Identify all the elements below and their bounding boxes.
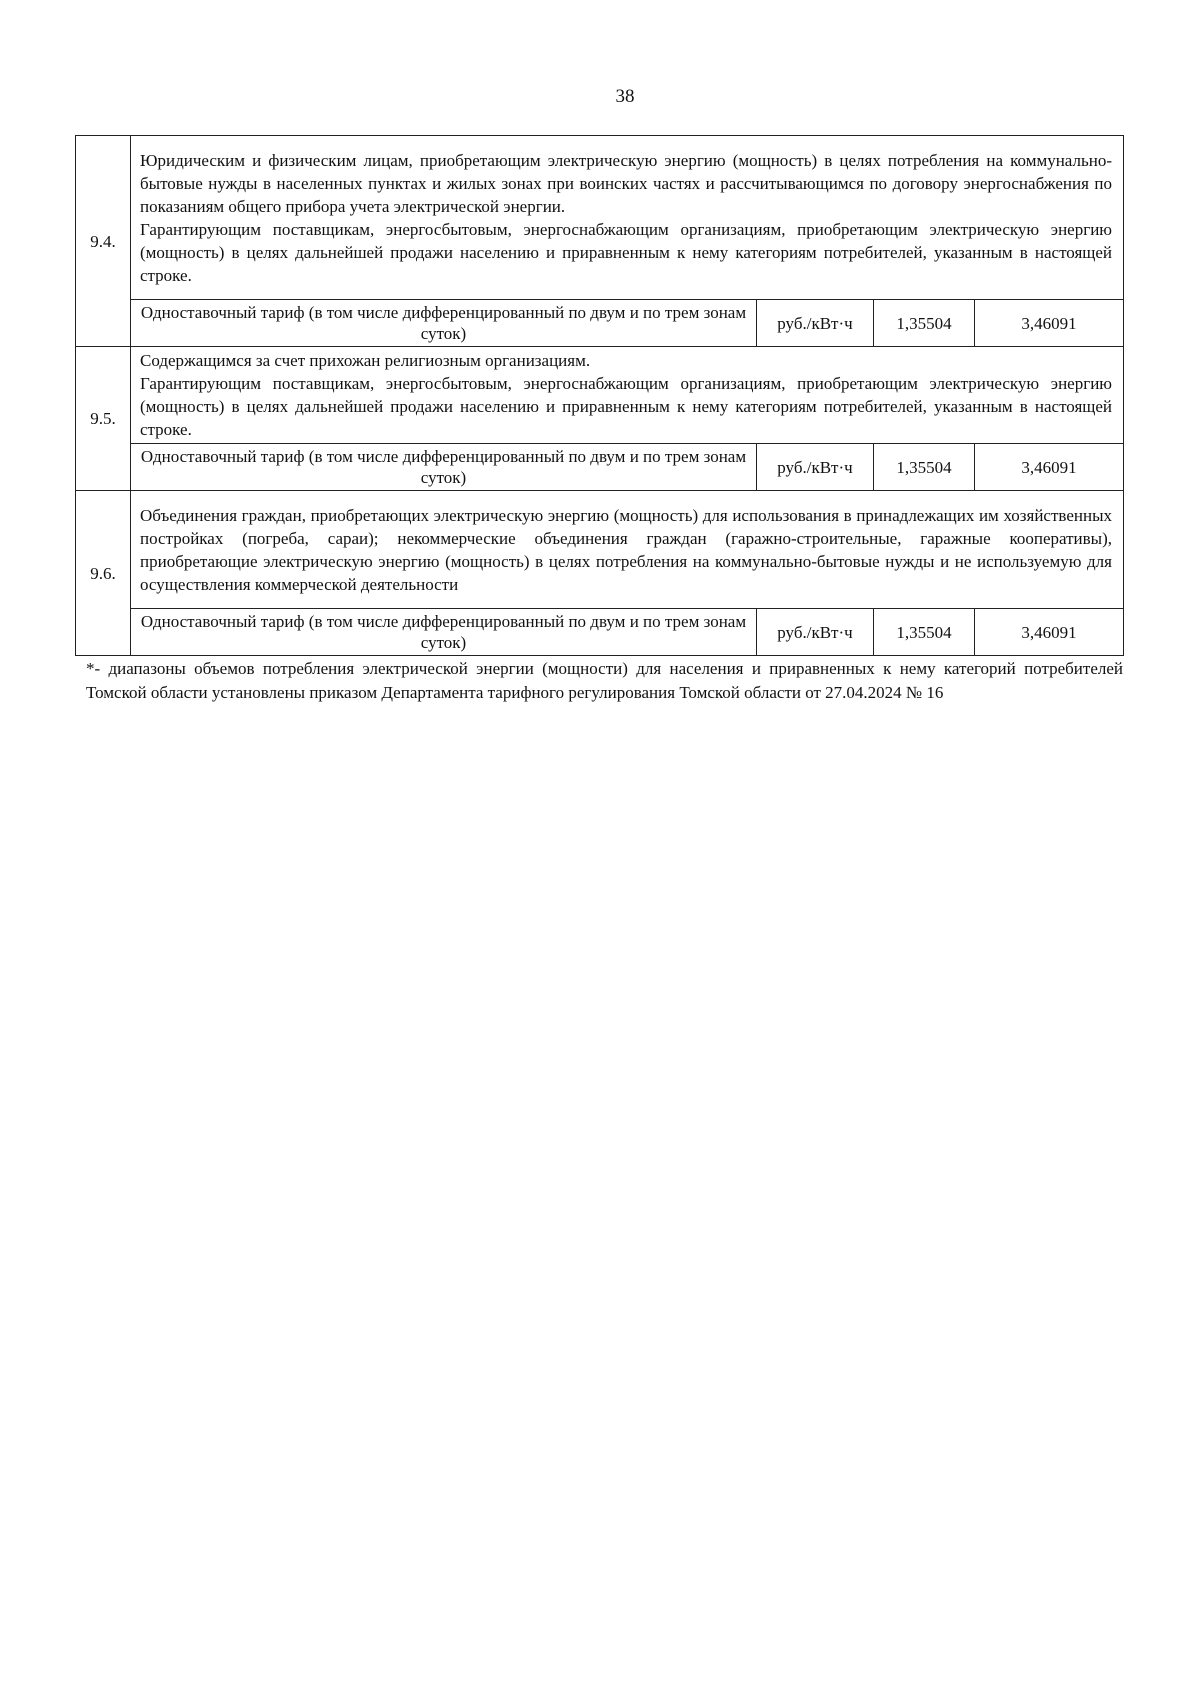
description-paragraph: Содержащимся за счет прихожан религиозным организациям.	[140, 351, 591, 370]
tariff-table	[75, 135, 1124, 656]
description-paragraph: Гарантирующим поставщикам, энергосбытовым, энергоснабжающим организациям, приобретающим электрическую энергию (мощность) в целях дальнейшей продажи населению и приравненным к нему категориям потребителей, указанным в настоящей строке.	[140, 219, 1112, 285]
row-description	[131, 347, 1124, 444]
tariff-unit: руб./кВт·ч	[757, 300, 874, 347]
tariff-unit: руб./кВт·ч	[757, 444, 874, 491]
table-row	[76, 491, 1124, 609]
tariff-value-2: 3,46091	[975, 609, 1124, 656]
page-number: 38	[615, 86, 635, 107]
description-paragraph: Гарантирующим поставщикам, энергосбытовым, энергоснабжающим организациям, приобретающим электрическую энергию (мощность) в целях дальнейшей продажи населению и приравненным к нему категориям потребителей, указанным в настоящей строке.	[140, 374, 1112, 439]
footnote	[86, 657, 1123, 705]
row-number: 9.4.	[76, 136, 131, 347]
tariff-name: Одноставочный тариф (в том числе дифференцированный по двум и по трем зонам суток)	[131, 609, 757, 656]
row-description	[131, 136, 1124, 300]
description-paragraph: Юридическим и физическим лицам, приобретающим электрическую энергию (мощность) в целях потребления на коммунально-бытовые нужды в населенных пунктах и жилых зонах при воинских частях и рассчитывающимся по договору энергоснабжения по показаниям общего прибора учета электрической энергии.	[140, 150, 1112, 216]
tariff-value-1: 1,35504	[874, 444, 975, 491]
tariff-value-1: 1,35504	[874, 300, 975, 347]
row-description	[131, 491, 1124, 609]
tariff-row	[76, 444, 1124, 491]
tariff-name: Одноставочный тариф (в том числе дифференцированный по двум и по трем зонам суток)	[131, 300, 757, 347]
table-row	[76, 347, 1124, 444]
tariff-value-1: 1,35504	[874, 609, 975, 656]
tariff-unit: руб./кВт·ч	[757, 609, 874, 656]
tariff-value-2: 3,46091	[975, 444, 1124, 491]
tariff-value-2: 3,46091	[975, 300, 1124, 347]
tariff-name: Одноставочный тариф (в том числе дифференцированный по двум и по трем зонам суток)	[131, 444, 757, 491]
table-row	[76, 136, 1124, 300]
description-paragraph: Объединения граждан, приобретающих электрическую энергию (мощность) для использования в принадлежащих им хозяйственных постройках (погреба, сараи); некоммерческие объединения граждан (гаражно-строительные, гаражные кооперативы), приобретающие электрическую энергию (мощность) в целях потребления на коммунально-бытовые нужды и не используемую для осуществления коммерческой деятельности	[140, 505, 1112, 594]
tariff-row	[76, 300, 1124, 347]
tariff-row	[76, 609, 1124, 656]
footnote-text: *- диапазоны объемов потребления электрической энергии (мощности) для населения и приравненных к нему категорий потребителей Томской области установлены приказом Департамента тарифного регулирования Томской области от 27.04.2024 № 16	[86, 659, 1123, 702]
row-number: 9.6.	[76, 491, 131, 656]
row-number: 9.5.	[76, 347, 131, 491]
